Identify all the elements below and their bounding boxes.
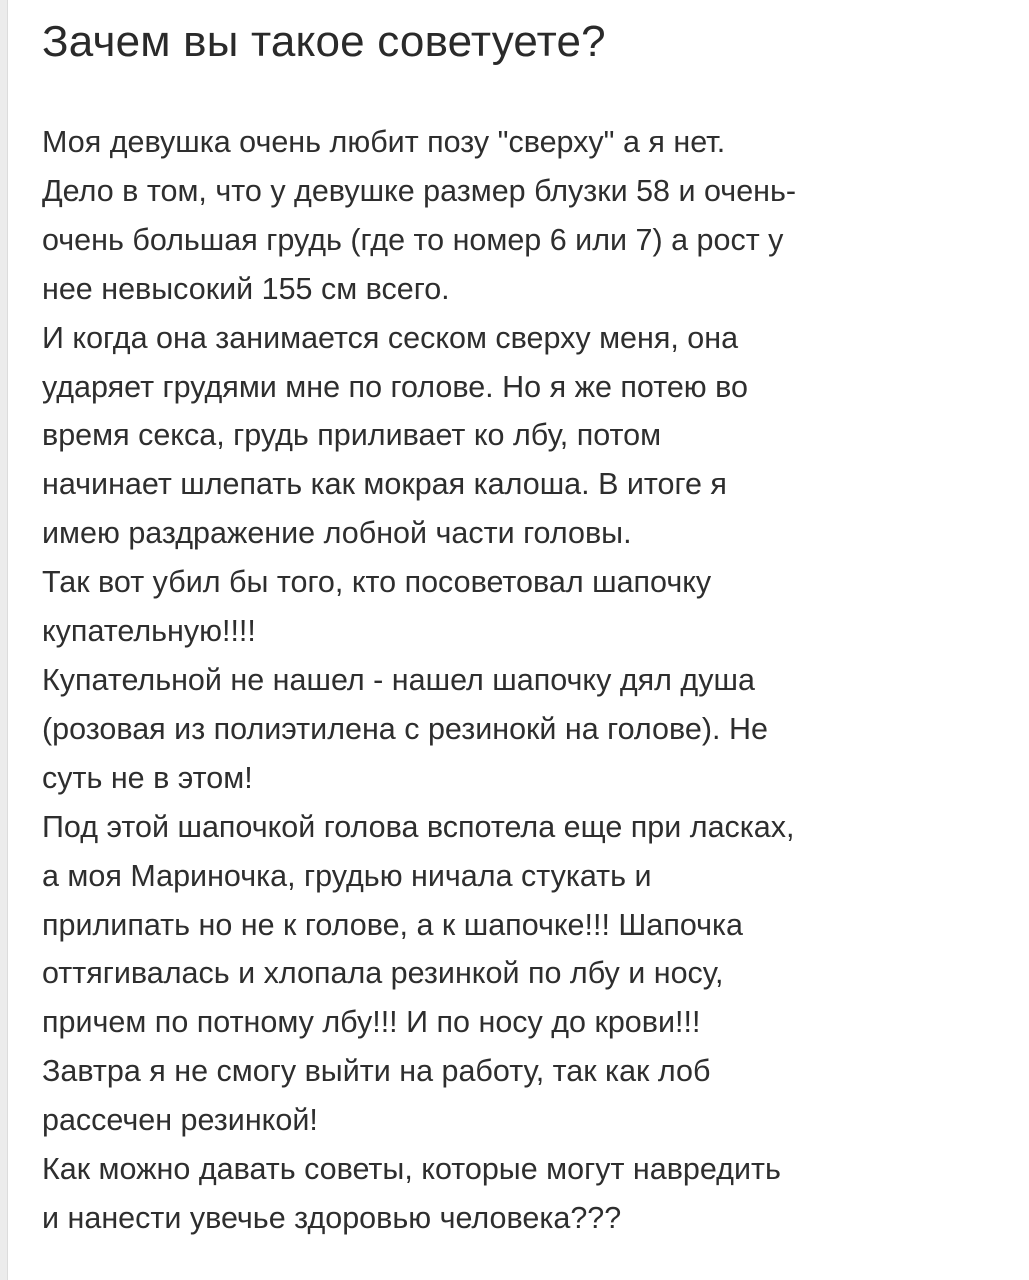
post-body-line: Под этой шапочкой голова вспотела еще при ласках, <box>42 809 795 844</box>
post-body-line: ударяет грудями мне по голове. Но я же потею во <box>42 369 748 404</box>
post-body-line: оттягивалась и хлопала резинкой по лбу и носу, <box>42 956 724 991</box>
post-body-line: очень большая грудь (где то номер 6 или 7) а рост у <box>42 222 784 257</box>
post-container <box>42 0 1004 1243</box>
post-body-line: и нанести увечье здоровью человека??? <box>42 1200 622 1235</box>
post-body-line: суть не в этом! <box>42 760 253 795</box>
post-body-line: (розовая из полиэтилена с резинокй на голове). Не <box>42 711 768 746</box>
post-body-line: Как можно давать советы, которые могут навредить <box>42 1152 781 1187</box>
post-body-line: Завтра я не смогу выйти на работу, так как лоб <box>42 1054 711 1089</box>
left-edge-divider <box>0 0 8 1280</box>
post-body-line: Моя девушка очень любит позу "сверху" а я нет. <box>42 125 726 159</box>
post-title: Зачем вы такое советуете? <box>42 17 606 66</box>
post-body-line: купательную!!!! <box>42 614 256 649</box>
post-body <box>42 118 1004 1243</box>
post-body-line: имею раздражение лобной части головы. <box>42 516 632 551</box>
post-body-line: Так вот убил бы того, кто посоветовал шапочку <box>42 565 712 600</box>
post-body-line: И когда она занимается сеском сверху меня, она <box>42 320 739 355</box>
post-body-line: прилипать но не к голове, а к шапочке!!! Шапочка <box>42 907 744 942</box>
post-body-line: рассечен резинкой! <box>42 1103 318 1138</box>
post-body-line: нее невысокий 155 см всего. <box>42 271 450 306</box>
post-body-line: Дело в том, что у девушке размер блузки 58 и очень- <box>42 173 797 208</box>
post-body-line: а моя Мариночка, грудью ничала стукать и <box>42 858 652 893</box>
post-body-line: время секса, грудь приливает ко лбу, потом <box>42 418 662 453</box>
post-body-line: начинает шлепать как мокрая калоша. В итоге я <box>42 467 727 502</box>
post-body-line: Купательной не нашел - нашел шапочку дял душа <box>42 662 755 697</box>
post-body-line: причем по потному лбу!!! И по носу до крови!!! <box>42 1005 701 1040</box>
